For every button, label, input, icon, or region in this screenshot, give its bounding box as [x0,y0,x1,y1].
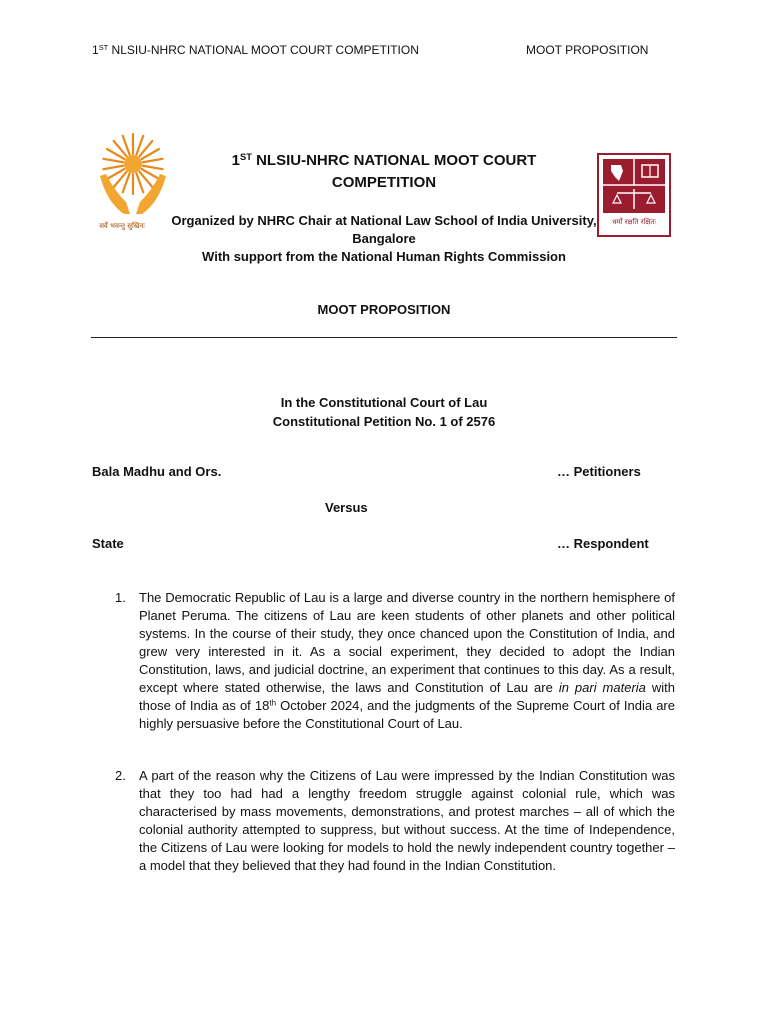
nhrc-logo-caption: सर्वे भवन्तु सुखिनः [99,222,145,230]
paragraph-number: 2. [115,768,126,783]
respondent-role: … Respondent [557,536,649,551]
competition-title: 1ST NLSIU-NHRC NATIONAL MOOT COURT COMPETITION [231,151,537,191]
court-name: In the Constitutional Court of Lau [280,395,488,410]
petitioner-name: Bala Madhu and Ors. [92,464,222,479]
respondent-name: State [92,536,124,551]
paragraph-number: 1. [115,590,126,605]
paragraph-2: A part of the reason why the Citizens of Lau were impressed by the Indian Constitution was that they too had had a lengthy freedom struggle against colonial rule, which was characterised by mass movements, demonstrations, and protest marches – all of which the colonial authority attempted to suppress, but without success. At the time of Independence, the Citizens of Lau were looking for models to hold the newly independent country together – a model that they believed that they had found in the Indian Constitution. [139,768,675,873]
court-heading [0,393,768,431]
nlsiu-crest-caption: धर्मो रक्षति रक्षितः [612,218,656,226]
petition-number: Constitutional Petition No. 1 of 2576 [272,414,496,429]
running-header-title: 1ST NLSIU-NHRC NATIONAL MOOT COURT COMPETITION [92,42,419,57]
paragraph-1: The Democratic Republic of Lau is a large and diverse country in the northern hemisphere of Planet Peruma. The citizens of Lau are keen students of other planets and other political systems. In the course of their study, they once chanced upon the Constitution of India, and grew very interested in it. As a social experiment, they decided to adopt the Indian Constitution, laws, and judicial doctrine, an experiment that continues to this day. As a result, except where stated otherwise, the laws and Constitution of Lau are in pari materia with those of India as of 18th October 2024, and the judgments of the Supreme Court of India are highly persuasive before the Constitutional Court of Lau. [139,590,675,731]
nlsiu-crest-logo [597,153,671,237]
versus-label: Versus [325,500,368,515]
moot-proposition-heading: MOOT PROPOSITION [317,302,451,317]
support-line: With support from the National Human Rights Commission [202,249,566,264]
running-header-section: MOOT PROPOSITION [526,43,649,57]
petitioner-role: … Petitioners [557,464,641,479]
organizer-block [160,212,608,266]
divider [91,337,677,338]
organizer-line: Organized by NHRC Chair at National Law School of India University, Bangalore [171,213,597,246]
